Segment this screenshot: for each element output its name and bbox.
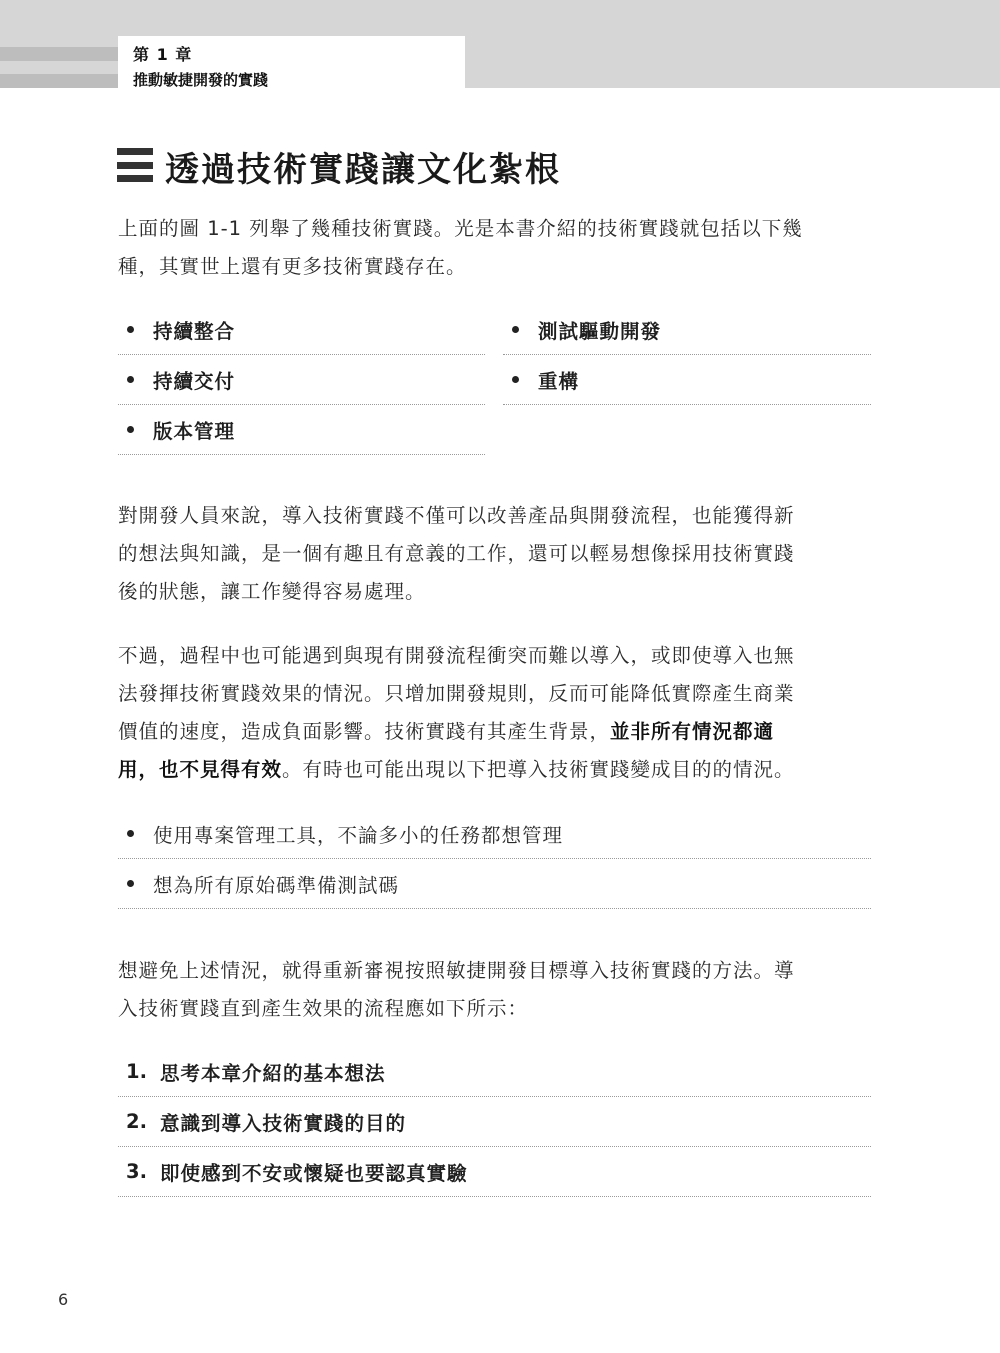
intro-line: 種，其實世上還有更多技術實踐存在。 xyxy=(118,255,467,278)
list-item-continuous-delivery xyxy=(118,355,485,405)
emphasis-text: 並非所有情況都適 xyxy=(610,720,775,743)
list-item-label: 想為所有原始碼準備測試碼 xyxy=(153,873,400,897)
list-item-label: 使用專案管理工具，不論多小的任務都想管理 xyxy=(153,823,564,847)
step-number: 1. xyxy=(126,1060,147,1083)
list-item-label: 持續整合 xyxy=(153,319,236,343)
bullet-icon xyxy=(127,376,134,383)
paragraph-line: 不過，過程中也可能遇到與現有開發流程衝突而難以導入，或即使導入也無 xyxy=(118,644,795,667)
list-item-label: 重構 xyxy=(538,369,580,393)
benefits-paragraph xyxy=(118,497,872,611)
step-label: 即使感到不安或懷疑也要認真實驗 xyxy=(160,1161,468,1185)
chapter-title: 推動敏捷開發的實踐 xyxy=(133,71,269,89)
step-label: 思考本章介紹的基本想法 xyxy=(160,1061,386,1085)
list-item-pitfall xyxy=(118,809,871,859)
section-heading: 透過技術實踐讓文化紮根 xyxy=(165,150,561,190)
intro-paragraph xyxy=(118,210,872,286)
paragraph-line: 對開發人員來說，導入技術實踐不僅可以改善產品與開發流程，也能獲得新 xyxy=(118,504,795,527)
paragraph-line: 後的狀態，讓工作變得容易處理。 xyxy=(118,580,426,603)
bullet-icon xyxy=(127,880,134,887)
header-stripe xyxy=(0,74,118,88)
caution-paragraph xyxy=(118,637,872,789)
list-item-label: 版本管理 xyxy=(153,419,236,443)
bullet-icon xyxy=(127,426,134,433)
page-number: 6 xyxy=(58,1290,69,1309)
intro-line: 上面的圖 1-1 列舉了幾種技術實踐。光是本書介紹的技術實踐就包括以下幾 xyxy=(118,217,803,240)
list-item-label: 測試驅動開發 xyxy=(538,319,662,343)
list-item-refactoring xyxy=(503,355,871,405)
emphasis-text: 用，也不見得有效 xyxy=(118,758,283,781)
bullet-icon xyxy=(512,326,519,333)
paragraph-line: 法發揮技術實踐效果的情況。只增加開發規則，反而可能降低實際產生商業 xyxy=(118,682,795,705)
list-item-version-control xyxy=(118,405,485,455)
list-item-label: 持續交付 xyxy=(153,369,236,393)
list-item-tdd xyxy=(503,305,871,355)
step-number: 3. xyxy=(126,1160,147,1183)
header-stripe xyxy=(0,47,118,61)
step-item xyxy=(118,1047,871,1097)
bullet-icon xyxy=(512,376,519,383)
list-item-pitfall xyxy=(118,859,871,909)
list-item-continuous-integration xyxy=(118,305,485,355)
bullet-icon xyxy=(127,326,134,333)
paragraph-line xyxy=(118,751,872,789)
paragraph-line: 入技術實踐直到產生效果的流程應如下所示： xyxy=(118,997,529,1020)
bullet-icon xyxy=(127,830,134,837)
paragraph-text: 。有時也可能出現以下把導入技術實踐變成目的的情況。 xyxy=(282,758,795,781)
paragraph-line xyxy=(118,713,872,751)
section-bars-icon xyxy=(117,148,153,182)
step-item xyxy=(118,1097,871,1147)
paragraph-line: 想避免上述情況，就得重新審視按照敏捷開發目標導入技術實踐的方法。導 xyxy=(118,959,795,982)
process-paragraph xyxy=(118,952,872,1028)
step-label: 意識到導入技術實踐的目的 xyxy=(160,1111,407,1135)
paragraph-line: 的想法與知識，是一個有趣且有意義的工作，還可以輕易想像採用技術實踐 xyxy=(118,542,795,565)
step-number: 2. xyxy=(126,1110,147,1133)
paragraph-text: 價值的速度，造成負面影響。技術實踐有其產生背景， xyxy=(118,720,611,743)
chapter-number: 第 1 章 xyxy=(133,45,193,64)
step-item xyxy=(118,1147,871,1197)
